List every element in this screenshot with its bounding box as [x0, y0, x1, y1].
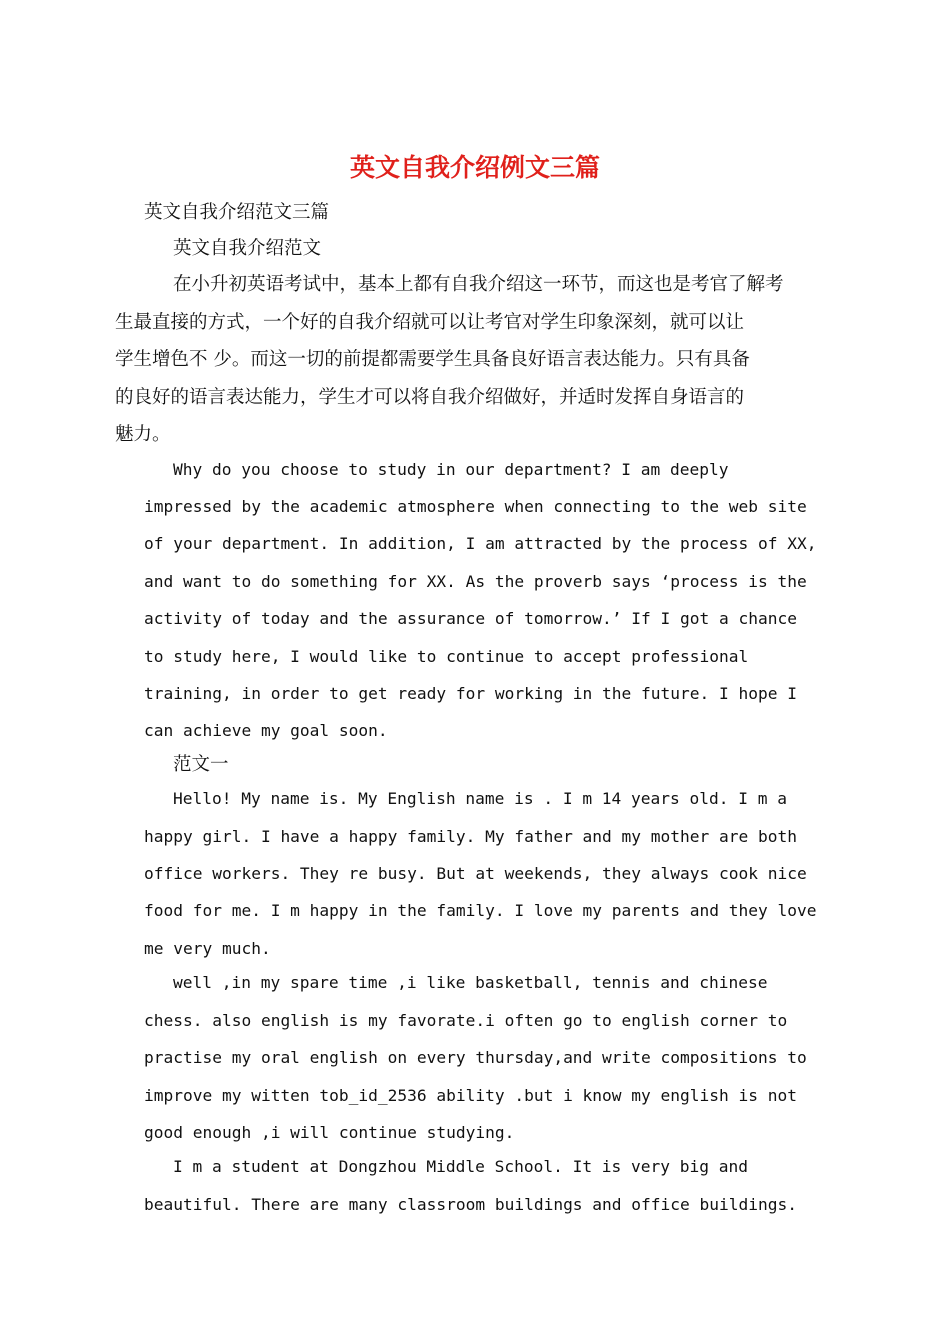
text-line: practise my oral english on every thursday,and write compositions to — [144, 1048, 807, 1068]
intro-paragraph — [115, 266, 814, 454]
document-title: 英文自我介绍例文三篇 — [349, 153, 600, 182]
text-line: training, in order to get ready for working in the future. I hope I — [144, 683, 797, 703]
text-line: activity of today and the assurance of tomorrow.’ If I got a chance — [144, 609, 797, 629]
text-line: beautiful. There are many classroom buildings and office buildings. — [144, 1194, 797, 1214]
text-line: me very much. — [144, 938, 271, 958]
text-line: 在小升初英语考试中，基本上都有自我介绍这一环节，而这也是考官了解考 — [173, 274, 784, 295]
subtitle: 英文自我介绍范文三篇 — [144, 202, 330, 223]
text-line: and want to do something for XX. As the proverb says ‘process is the — [144, 571, 807, 591]
spare-time-paragraph — [144, 964, 814, 1151]
text-line: food for me. I m happy in the family. I love my parents and they love — [144, 901, 817, 921]
text-line: 的良好的语言表达能力，学生才可以将自我介绍做好，并适时发挥自身语言的 — [115, 386, 745, 408]
text-line: happy girl. I have a happy family. My father and my mother are both — [144, 826, 797, 846]
text-line: chess. also english is my favorate.i often go to english corner to — [144, 1010, 788, 1030]
text-line: Hello! My name is. My English name is . I m 14 years old. I m a — [173, 789, 787, 809]
text-line: Why do you choose to study in our department? I am deeply — [173, 459, 729, 479]
text-line: improve my witten tob_id_2536 ability .but i know my english is not — [144, 1085, 797, 1105]
text-line: of your department. In addition, I am attracted by the process of XX, — [144, 534, 817, 554]
text-line: well ,in my spare time ,i like basketball, tennis and chinese — [173, 973, 768, 993]
document-body — [115, 194, 817, 1223]
section-heading: 英文自我介绍范文 — [173, 237, 322, 259]
text-line: impressed by the academic atmosphere when connecting to the web site — [144, 496, 807, 516]
school-paragraph — [144, 1148, 814, 1223]
heading-example-one: 范文一 — [173, 753, 229, 775]
department-paragraph — [144, 451, 817, 750]
text-line: office workers. They re busy. But at weekends, they always cook nice — [144, 864, 807, 884]
text-line: to study here, I would like to continue to accept professional — [144, 646, 749, 666]
text-line: 生最直接的方式，一个好的自我介绍就可以让考官对学生印象深刻，就可以让 — [115, 311, 745, 333]
text-line: good enough ,i will continue studying. — [144, 1122, 515, 1142]
hello-paragraph — [144, 780, 817, 967]
text-line: I m a student at Dongzhou Middle School. It is very big and — [173, 1157, 748, 1177]
text-line: 学生增色不 少。而这一切的前提都需要学生具备良好语言表达能力。只有具备 — [115, 349, 750, 370]
text-line: 魅力。 — [115, 424, 171, 445]
text-line: can achieve my goal soon. — [144, 721, 388, 741]
